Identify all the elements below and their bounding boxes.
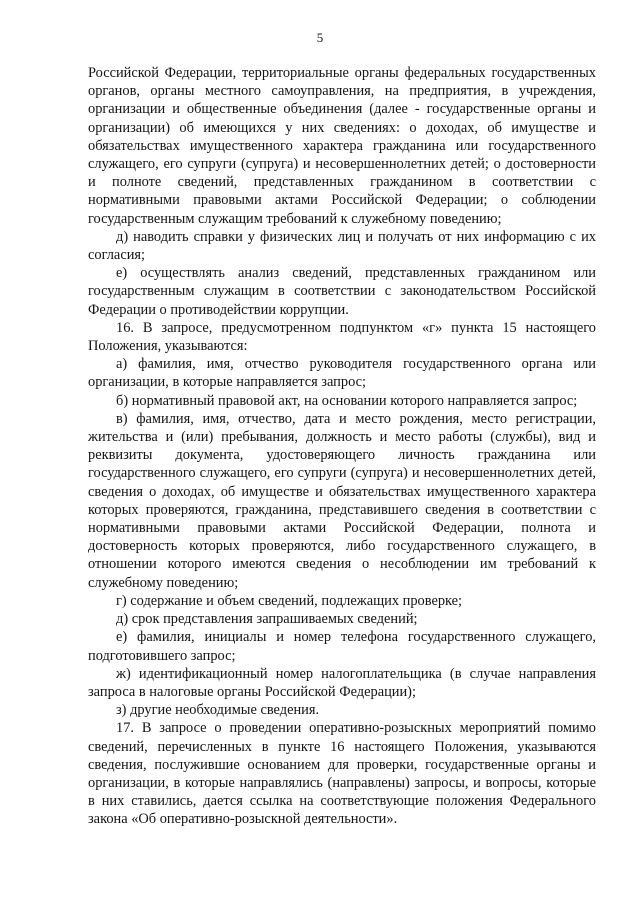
paragraph-clause-16-b: б) нормативный правовой акт, на основании которого направляется запрос; (116, 392, 578, 409)
paragraph-clause-17: 17. В запросе о проведении оперативно-розыскных мероприятий помимо сведений, перечисленных в пункте 16 настоящего Положения, указываются сведения, послужившие основанием для проверки, государственные органы и организации, в которые направлялись (направлены) запросы, и вопросы, которые в них ставились, дается ссылка на соответствующие положения Федерального закона «Об оперативно-розыскной деятельности». (88, 720, 596, 828)
paragraph-clause-16: 16. В запросе, предусмотренном подпунктом «г» пункта 15 настоящего Положения, указываются: (88, 319, 596, 355)
paragraph-clause-16-g: г) содержание и объем сведений, подлежащих проверке; (116, 592, 463, 609)
document-body (88, 64, 596, 829)
paragraph-clause-16-v: в) фамилия, имя, отчество, дата и место рождения, место регистрации, жительства и (или) пребывания, должность и место работы (службы), вид и реквизиты документа, удостоверяющего личность гражданина или государственного служащего, его супруги (супруга) и несовершеннолетних детей, сведения о доходах, об имуществе и обязательствах имущественного характера которых проверяются, гражданина, представившего сведения в соответствии с нормативными правовыми актами Российской Федерации, полнота и достоверность которых проверяются, либо государственного служащего, в отношении которого имеются сведения о несоблюдении им требований к служебному поведению; (88, 410, 596, 591)
paragraph-intro-continuation: Российской Федерации, территориальные органы федеральных государственных органов, органы местного самоуправления, на предприятия, в учреждения, организации и общественные объединения (далее - государственные органы и организации) об имеющихся у них сведениях: о доходах, об имуществе и обязательствах имущественного характера гражданина или государственного служащего, его супруги (супруга) и несовершеннолетних детей; о достоверности и полноте сведений, представленных гражданином в соответствии с нормативными правовыми актами Российской Федерации; о соблюдении государственным служащим требований к служебному поведению; (88, 65, 596, 227)
paragraph-clause-16-z: з) другие необходимые сведения. (116, 702, 320, 719)
paragraph-clause-16-zh: ж) идентификационный номер налогоплательщика (в случае направления запроса в налоговые органы Российской Федерации); (88, 665, 596, 700)
paragraph-item-e-analysis: е) осуществлять анализ сведений, представленных гражданином или государственным служащим в соответствии с законодательством Российской Федерации о противодействии коррупции. (88, 265, 596, 318)
page-number: 5 (316, 30, 324, 45)
paragraph-clause-16-a: а) фамилия, имя, отчество руководителя государственного органа или организации, в которые направляется запрос; (88, 356, 596, 391)
paragraph-clause-16-d: д) срок представления запрашиваемых сведений; (116, 611, 418, 628)
paragraph-clause-16-e: е) фамилия, инициалы и номер телефона государственного служащего, подготовившего запрос; (88, 629, 596, 664)
paragraph-item-d-inquiries: д) наводить справки у физических лиц и получать от них информацию с их согласия; (88, 228, 596, 264)
